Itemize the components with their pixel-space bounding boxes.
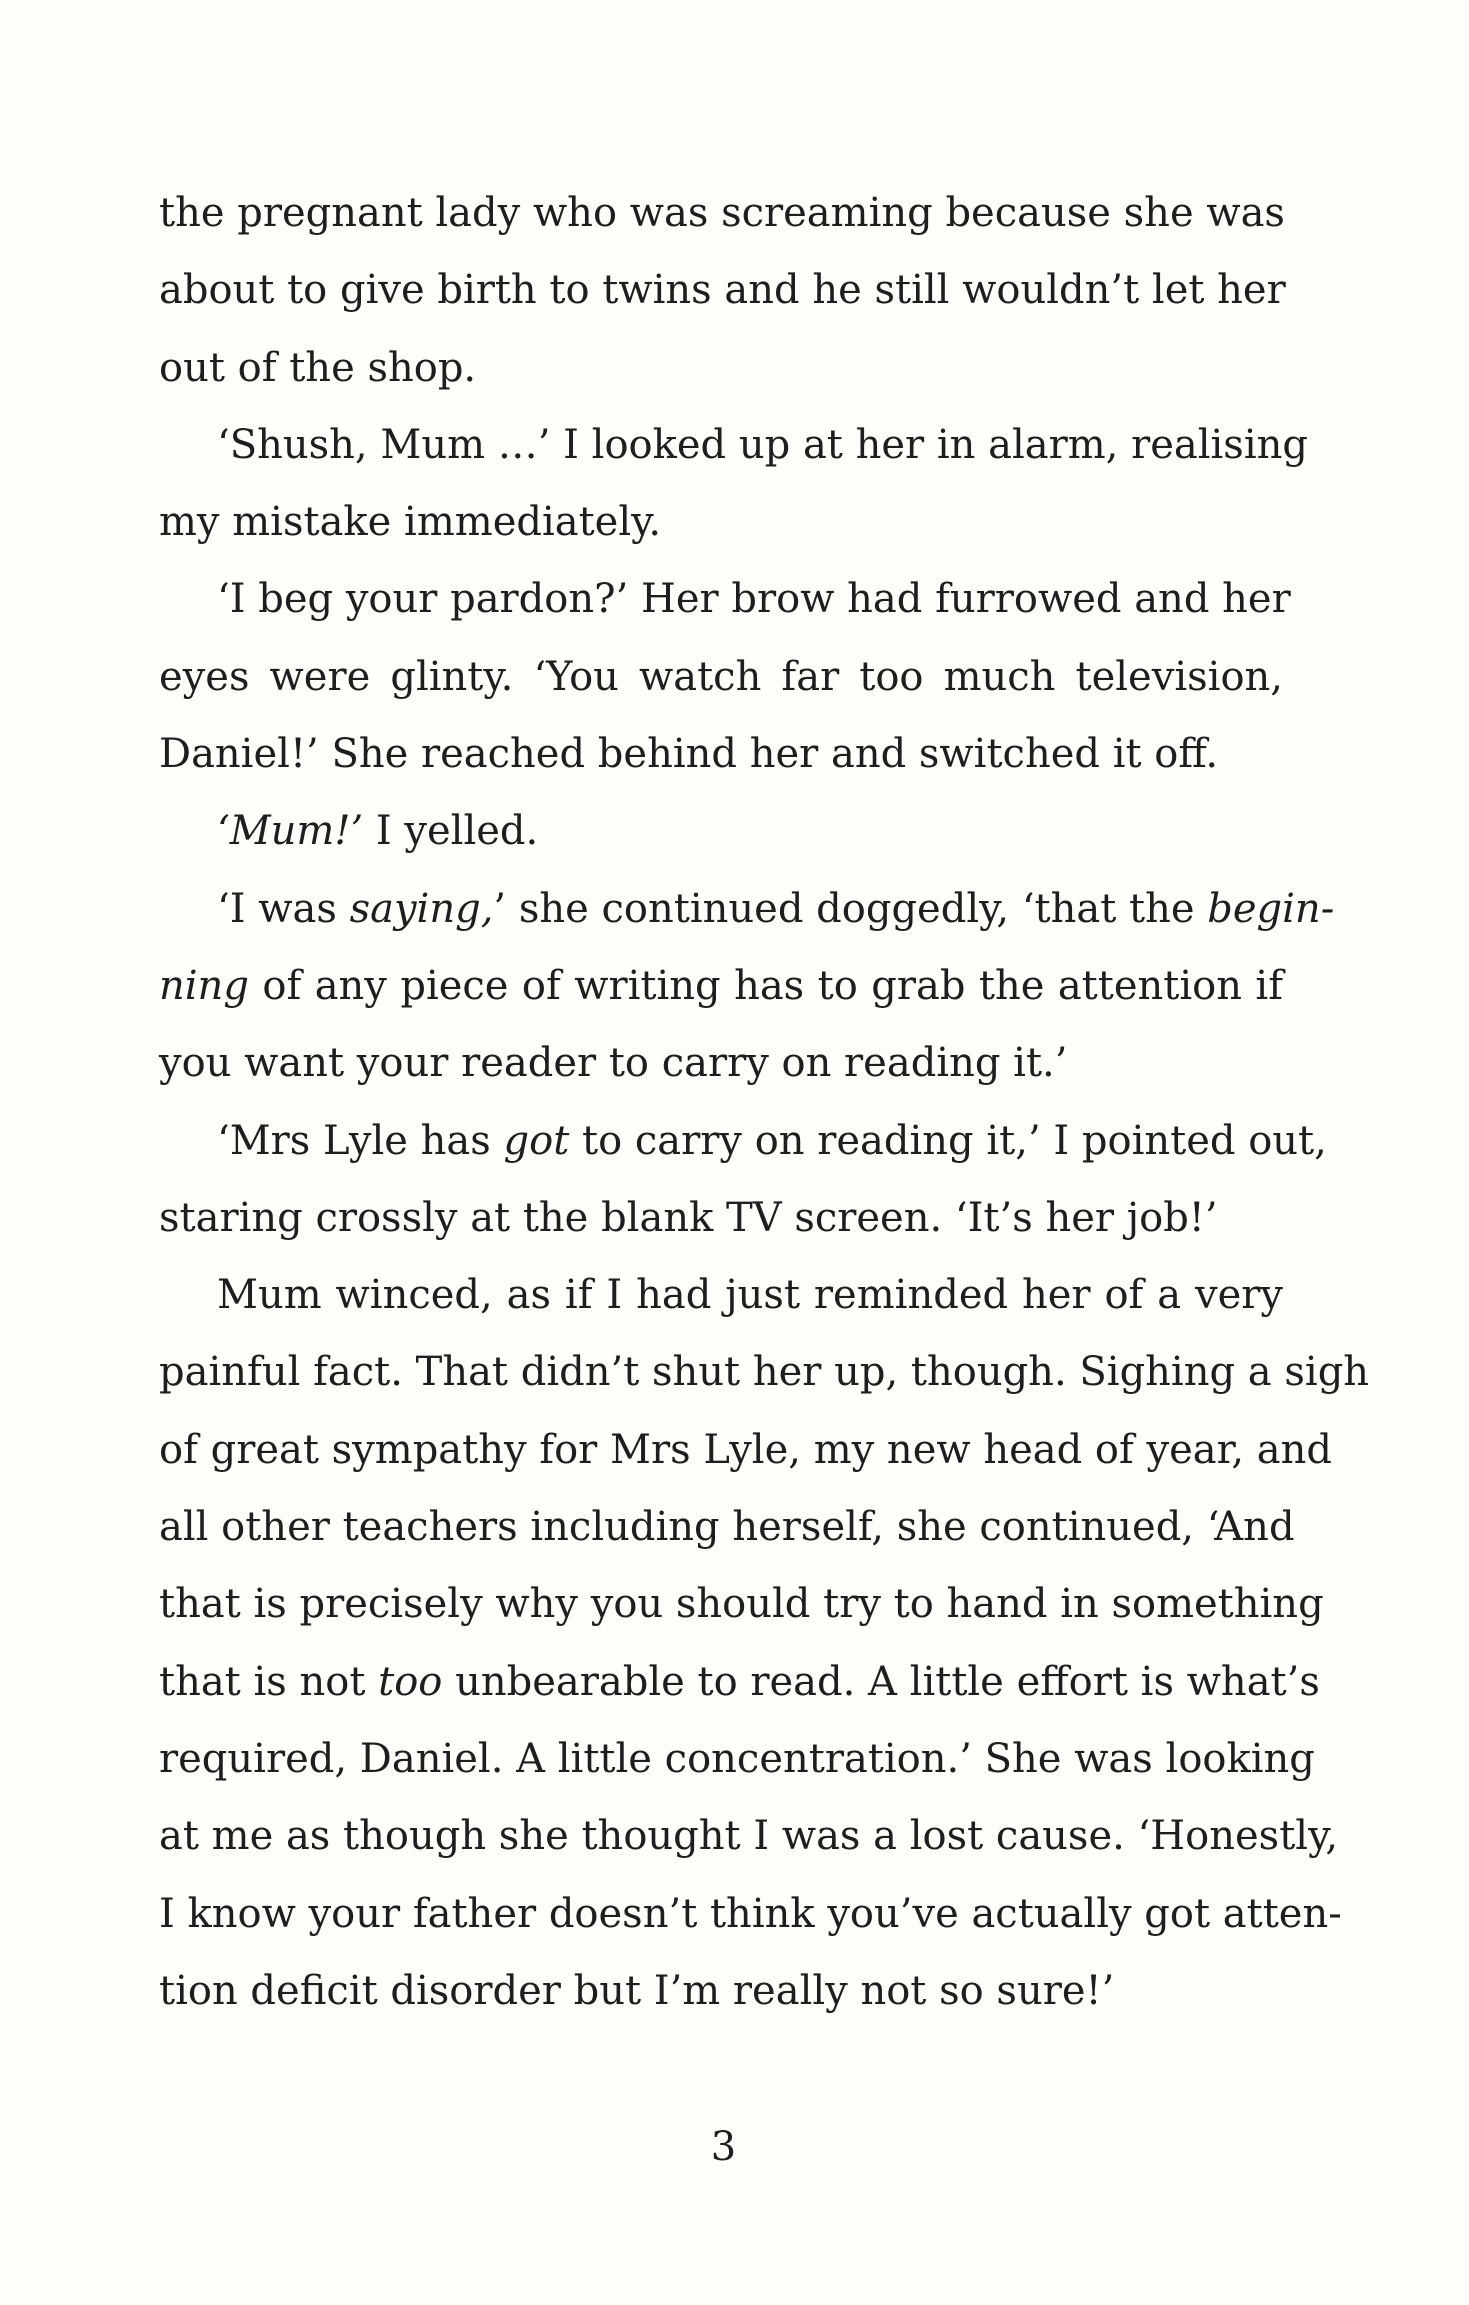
text-line: ‘I was saying,’ she continued doggedly, ‘that the begin- xyxy=(217,885,1335,932)
italic-text: ‘Mum!’ xyxy=(217,808,364,855)
text-line: painful fact. That didn’t shut her up, though. Sighing a sigh xyxy=(159,1349,1370,1396)
text-line: the pregnant lady who was screaming because she was xyxy=(159,190,1285,236)
text-line: staring crossly at the blank TV screen. ‘It’s her job!’ xyxy=(159,1194,1218,1241)
text-line: that is precisely why you should try to hand in something xyxy=(159,1581,1324,1628)
text-line: that is not too unbearable to read. A little effort is what’s xyxy=(159,1658,1320,1705)
text-line: my mistake immediately. xyxy=(159,499,662,546)
text-line: ‘I beg your pardon?’ Her brow had furrowed and her xyxy=(217,576,1291,623)
italic-text: ning xyxy=(159,962,249,1009)
italic-text: too xyxy=(378,1658,443,1705)
text-line: I know your father doesn’t think you’ve actually got atten- xyxy=(159,1890,1342,1937)
text-line: of great sympathy for Mrs Lyle, my new head of year, and xyxy=(159,1426,1333,1473)
text-line: Mum winced, as if I had just reminded her of a very xyxy=(217,1272,1283,1319)
text-line: at me as though she thought I was a lost cause. ‘Honestly, xyxy=(159,1813,1339,1860)
text-line: eyes were glinty. ‘You watch far too much television, xyxy=(159,653,1283,700)
text-line: ning of any piece of writing has to grab the attention if xyxy=(159,962,1283,1009)
text-line: required, Daniel. A little concentration.’ She was looking xyxy=(159,1735,1315,1782)
page-number: 3 xyxy=(710,2124,737,2170)
italic-text: saying, xyxy=(349,885,494,932)
text-line: out of the shop. xyxy=(159,344,477,391)
text-line: ‘Mum!’ I yelled. xyxy=(217,808,539,855)
text-line: you want your reader to carry on reading it.’ xyxy=(159,1040,1068,1087)
text-line: tion deficit disorder but I’m really not so sure!’ xyxy=(159,1967,1115,2014)
italic-text: got xyxy=(503,1117,570,1164)
text-line: ‘Mrs Lyle has got to carry on reading it,’ I pointed out, xyxy=(217,1117,1327,1164)
text-line: all other teachers including herself, she continued, ‘And xyxy=(159,1504,1295,1551)
text-line: Daniel!’ She reached behind her and switched it off. xyxy=(159,731,1219,778)
body-text xyxy=(159,175,1370,2030)
text-line: about to give birth to twins and he still wouldn’t let her xyxy=(159,267,1286,314)
italic-text: begin- xyxy=(1207,885,1335,932)
text-line: ‘Shush, Mum …’ I looked up at her in alarm, realising xyxy=(217,421,1308,468)
